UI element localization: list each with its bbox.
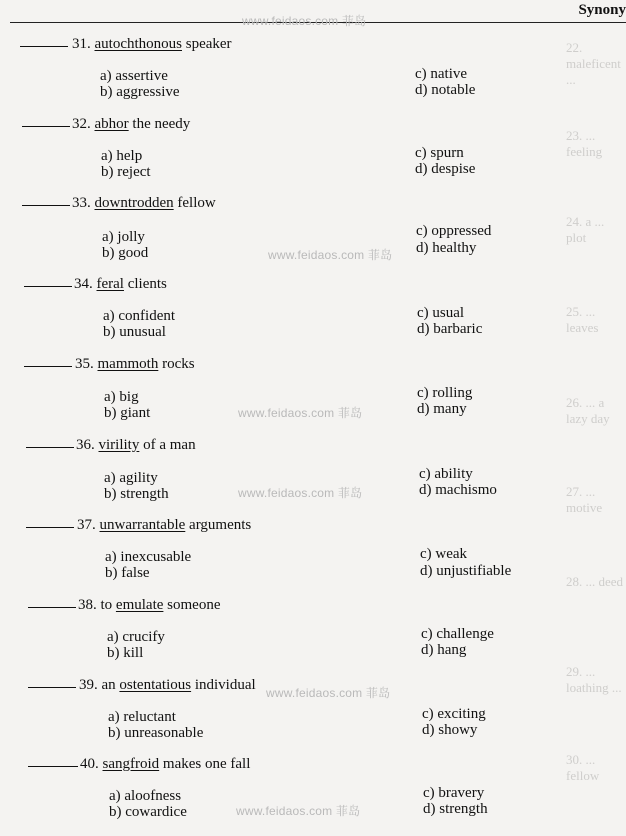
bleed-through-text: 26. ... a lazy day xyxy=(566,395,610,426)
question-context: the needy xyxy=(128,116,191,132)
question-number: 36. xyxy=(76,437,95,453)
question-32 xyxy=(0,116,626,196)
question-keyword: autochthonous xyxy=(94,36,182,52)
question-31 xyxy=(0,36,626,116)
question-35 xyxy=(0,356,626,436)
bleed-through-text: 27. ... motive xyxy=(566,484,603,515)
question-keyword: ostentatious xyxy=(119,677,192,693)
question-text xyxy=(80,756,250,773)
option-a: a) reluctant xyxy=(108,709,176,725)
answer-blank[interactable] xyxy=(24,366,72,367)
answer-blank[interactable] xyxy=(20,46,68,47)
question-text xyxy=(72,195,216,212)
question-context: makes one fall xyxy=(159,756,251,772)
answer-blank[interactable] xyxy=(28,687,76,688)
option-a: a) confident xyxy=(103,308,176,324)
bleed-through-text: 29. ... loathing ... xyxy=(566,664,622,695)
question-keyword: virility xyxy=(98,437,140,453)
question-keyword: abhor xyxy=(94,116,129,132)
answer-blank[interactable] xyxy=(28,607,76,608)
answer-blank[interactable] xyxy=(24,286,72,287)
option-b: b) giant xyxy=(104,405,151,421)
question-33 xyxy=(0,195,626,275)
option-a: a) aloofness xyxy=(109,788,182,804)
option-a: a) help xyxy=(101,148,143,164)
question-context: arguments xyxy=(185,517,252,533)
option-d: d) barbaric xyxy=(417,321,483,337)
question-keyword: downtrodden xyxy=(94,195,174,211)
option-b: b) kill xyxy=(107,645,144,661)
watermark: www.feidaos.com 菲岛 xyxy=(236,804,361,818)
option-b: b) good xyxy=(102,245,149,261)
bleed-through-text: 24. a ... plot xyxy=(566,214,605,245)
answer-blank[interactable] xyxy=(28,766,78,767)
question-prefix: an xyxy=(101,677,120,693)
answer-blank[interactable] xyxy=(22,205,70,206)
question-number: 33. xyxy=(72,195,91,211)
option-d: d) notable xyxy=(415,82,476,98)
question-context: fellow xyxy=(173,195,216,211)
question-keyword: unwarrantable xyxy=(99,517,186,533)
question-context: of a man xyxy=(139,437,196,453)
question-text xyxy=(79,677,256,694)
option-a: a) assertive xyxy=(100,68,168,84)
option-d: d) despise xyxy=(415,161,476,177)
option-c: c) exciting xyxy=(422,706,486,722)
option-a: a) agility xyxy=(104,470,158,486)
question-keyword: mammoth xyxy=(97,356,159,372)
question-38 xyxy=(0,597,626,677)
question-text xyxy=(74,276,167,293)
answer-blank[interactable] xyxy=(26,447,74,448)
option-b: b) strength xyxy=(104,486,169,502)
question-keyword: feral xyxy=(96,276,124,292)
option-d: d) machismo xyxy=(419,482,497,498)
option-d: d) hang xyxy=(421,642,467,658)
question-number: 34. xyxy=(74,276,93,292)
option-b: b) aggressive xyxy=(100,84,180,100)
option-b: b) false xyxy=(105,565,150,581)
question-context: clients xyxy=(123,276,167,292)
bleed-through-text: 25. ... leaves xyxy=(566,304,599,335)
question-context: individual xyxy=(191,677,256,693)
bleed-through-text: 22. maleficent ... xyxy=(566,40,621,87)
option-c: c) spurn xyxy=(415,145,464,161)
bleed-through-text: 30. ... fellow xyxy=(566,752,600,783)
question-text xyxy=(76,437,196,454)
option-b: b) reject xyxy=(101,164,151,180)
question-number: 32. xyxy=(72,116,91,132)
option-d: d) unjustifiable xyxy=(420,563,512,579)
option-c: c) weak xyxy=(420,546,468,562)
question-keyword: emulate xyxy=(115,597,164,613)
question-number: 40. xyxy=(80,756,99,772)
option-d: d) strength xyxy=(423,801,488,817)
question-37 xyxy=(0,517,626,597)
answer-blank[interactable] xyxy=(26,527,74,528)
question-number: 37. xyxy=(77,517,96,533)
option-b: b) unusual xyxy=(103,324,166,340)
option-b: b) cowardice xyxy=(109,804,187,820)
option-b: b) unreasonable xyxy=(108,725,204,741)
bleed-through-text: 23. ... feeling xyxy=(566,128,603,159)
option-d: d) showy xyxy=(422,722,478,738)
question-number: 38. xyxy=(78,597,97,613)
question-34 xyxy=(0,276,626,356)
option-a: a) jolly xyxy=(102,229,145,245)
question-36 xyxy=(0,437,626,517)
option-c: c) bravery xyxy=(423,785,485,801)
watermark: www.feidaos.com 菲岛 xyxy=(242,14,367,28)
watermark: www.feidaos.com 菲岛 xyxy=(268,248,393,262)
watermark: www.feidaos.com 菲岛 xyxy=(238,406,363,420)
option-c: c) native xyxy=(415,66,468,82)
question-text xyxy=(77,517,251,534)
option-d: d) healthy xyxy=(416,240,477,256)
option-c: c) oppressed xyxy=(416,223,492,239)
question-keyword: sangfroid xyxy=(102,756,160,772)
option-c: c) usual xyxy=(417,305,465,321)
question-text xyxy=(72,116,190,133)
question-number: 31. xyxy=(72,36,91,52)
question-text xyxy=(72,36,232,53)
question-39 xyxy=(0,677,626,757)
watermark: www.feidaos.com 菲岛 xyxy=(238,486,363,500)
answer-blank[interactable] xyxy=(22,126,70,127)
question-context: rocks xyxy=(158,356,195,372)
question-number: 39. xyxy=(79,677,98,693)
option-a: a) crucify xyxy=(107,629,165,645)
option-c: c) rolling xyxy=(417,385,473,401)
question-context: someone xyxy=(163,597,221,613)
question-text xyxy=(78,597,220,614)
option-c: c) ability xyxy=(419,466,473,482)
page-header-title: Synony xyxy=(578,2,626,18)
option-a: a) big xyxy=(104,389,139,405)
question-40 xyxy=(0,756,626,836)
bleed-through-text: 28. ... deed xyxy=(566,574,624,589)
question-number: 35. xyxy=(75,356,94,372)
question-text xyxy=(75,356,195,373)
option-d: d) many xyxy=(417,401,467,417)
watermark: www.feidaos.com 菲岛 xyxy=(266,686,391,700)
question-prefix: to xyxy=(100,597,116,613)
question-context: speaker xyxy=(182,36,232,52)
option-a: a) inexcusable xyxy=(105,549,192,565)
option-c: c) challenge xyxy=(421,626,494,642)
